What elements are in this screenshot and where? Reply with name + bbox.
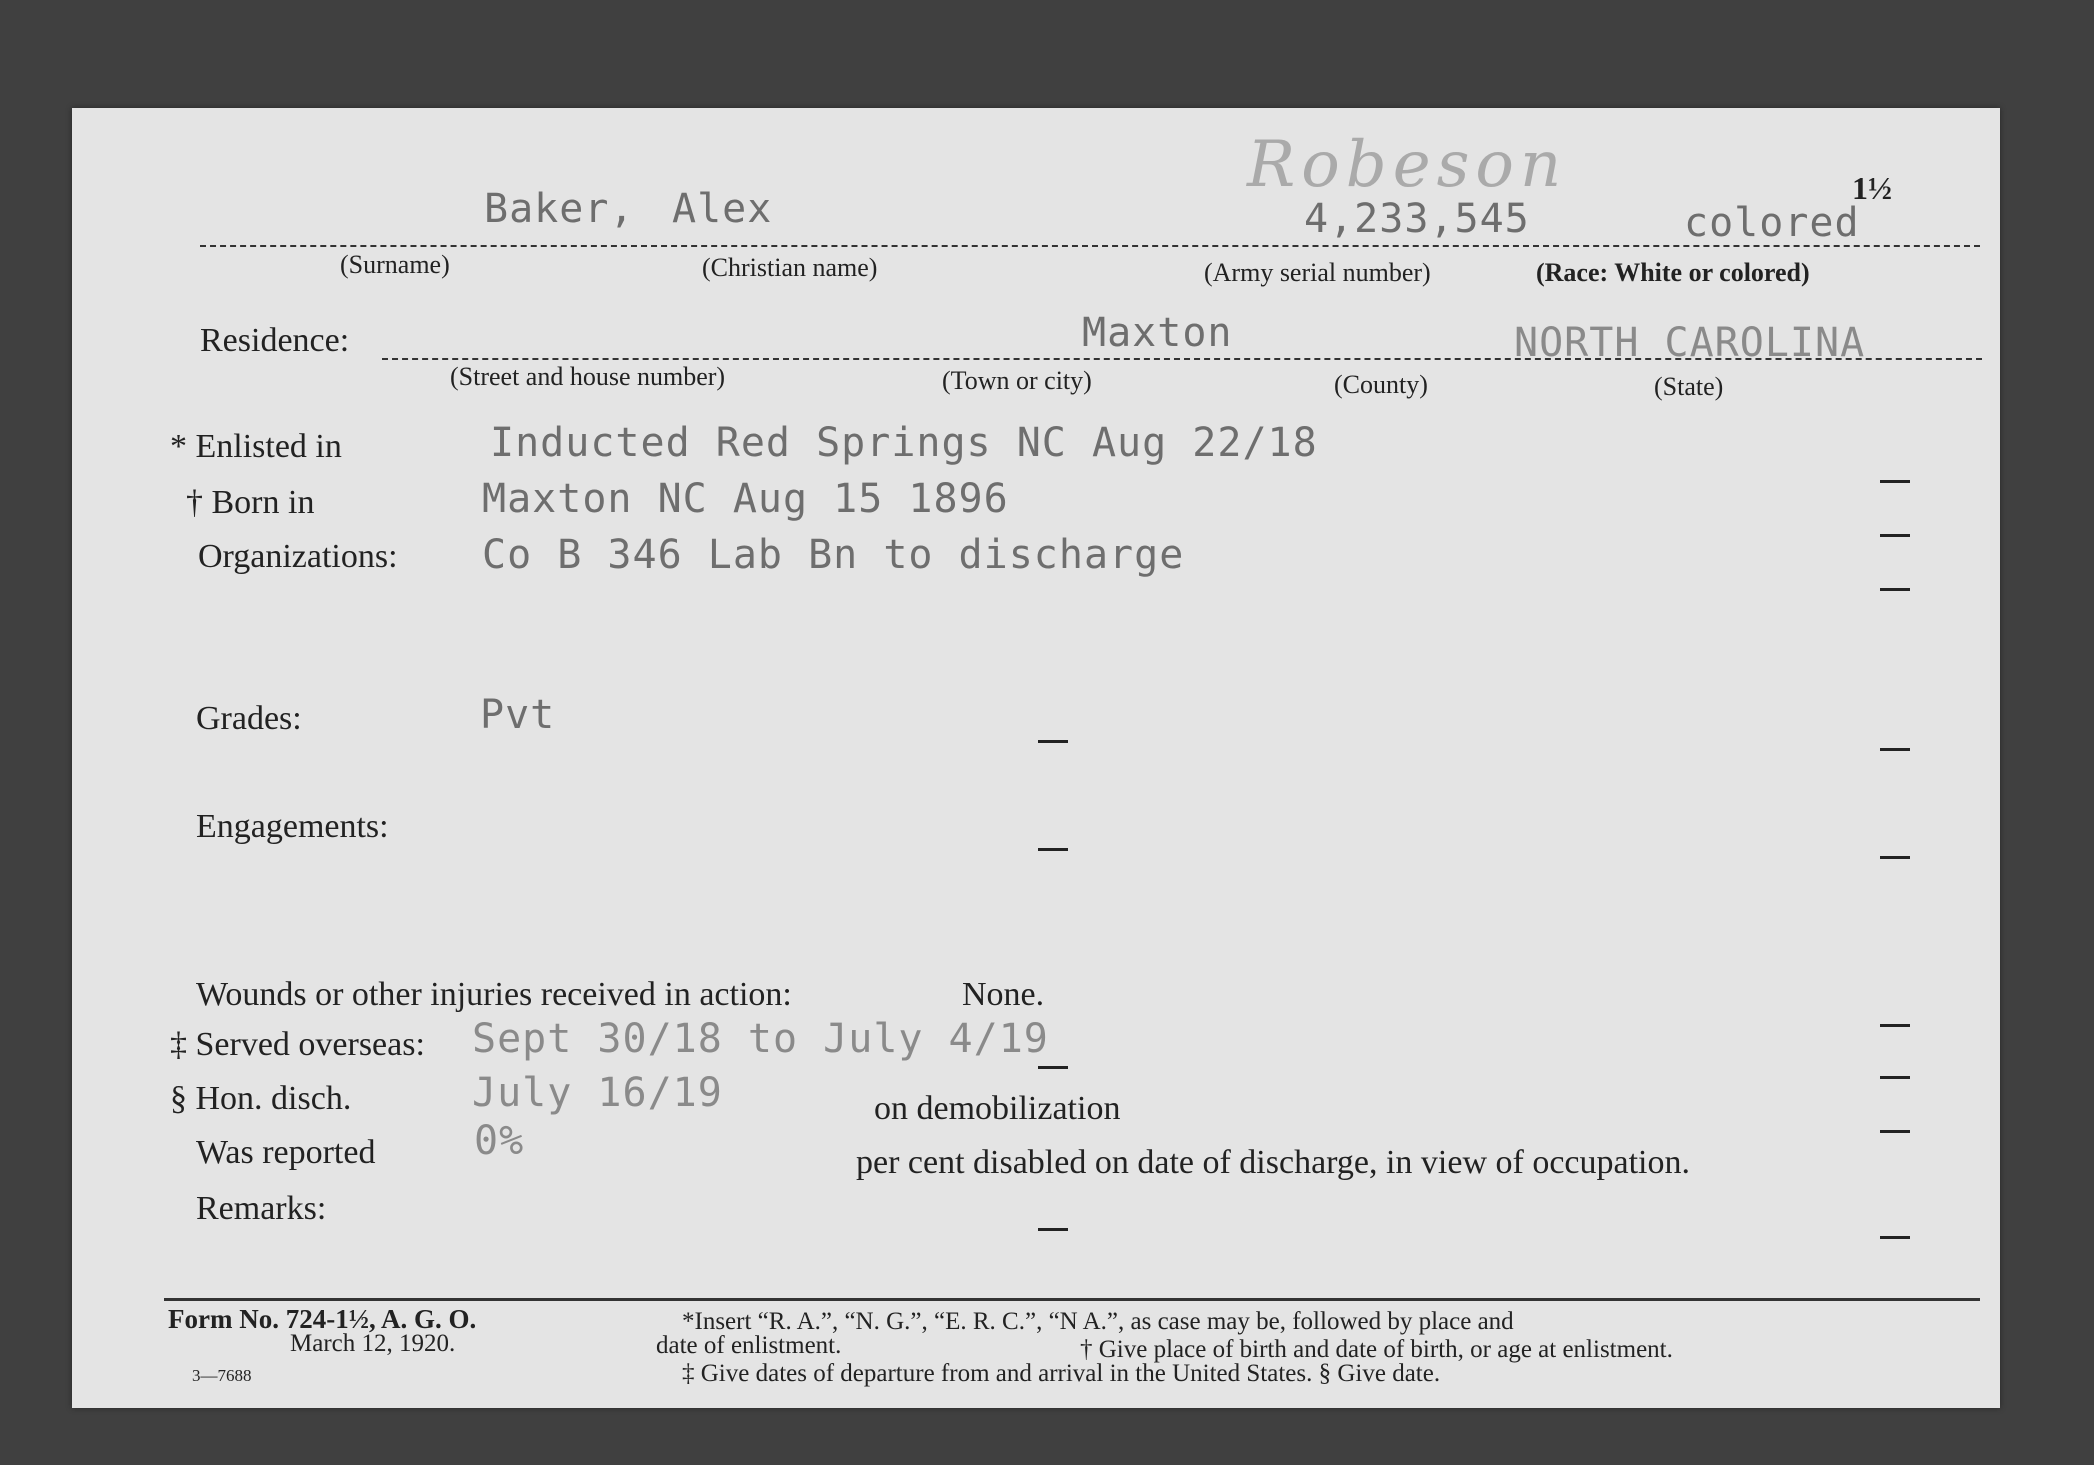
demobilization-text: on demobilization [874, 1090, 1121, 1127]
organizations-value: Co B 346 Lab Bn to discharge [482, 532, 1185, 578]
overseas-tick-mid [1038, 1066, 1068, 1069]
remarks-tick [1880, 1236, 1910, 1239]
enlisted-tick [1880, 480, 1910, 483]
engagements-tick [1880, 856, 1910, 859]
serial-value: 4,233,545 [1304, 196, 1530, 242]
enlisted-label: * Enlisted in [170, 428, 342, 465]
organizations-tick [1880, 588, 1910, 591]
enlisted-value: Inducted Red Springs NC Aug 22/18 [490, 420, 1318, 466]
print-code: 3—7688 [192, 1366, 252, 1385]
serial-caption: (Army serial number) [1204, 258, 1431, 287]
grades-tick-mid [1038, 740, 1068, 743]
footnote-overseas: ‡ Give dates of departure from and arrival in the United States. § Give date. [682, 1360, 1441, 1387]
name-line [200, 245, 1980, 247]
residence-line [382, 358, 1982, 360]
footer-rule [164, 1298, 1980, 1301]
race-caption: (Race: White or colored) [1536, 258, 1810, 287]
born-label: † Born in [186, 484, 315, 521]
grades-value: Pvt [480, 692, 556, 738]
service-record-card [72, 108, 2000, 1408]
engagements-tick-mid [1038, 848, 1068, 851]
footnote-birth: † Give place of birth and date of birth, or age at enlistment. [1080, 1336, 1673, 1363]
remarks-tick-mid [1038, 1228, 1068, 1231]
born-value: Maxton NC Aug 15 1896 [482, 476, 1009, 522]
christian-name-caption: (Christian name) [702, 253, 878, 282]
overseas-tick [1880, 1024, 1910, 1027]
form-number: Form No. 724-1½, A. G. O. [168, 1304, 477, 1334]
hon-disch-label: § Hon. disch. [170, 1080, 352, 1117]
residence-town-value: Maxton [1082, 310, 1233, 356]
footnote-insert: *Insert “R. A.”, “N. G.”, “E. R. C.”, “N A.”, as case may be, followed by place and [682, 1308, 1514, 1335]
christian-name-value: Alex [672, 186, 773, 232]
wounds-value: None. [962, 976, 1045, 1013]
engagements-label: Engagements: [196, 808, 389, 845]
reported-label: Was reported [196, 1134, 376, 1171]
street-caption: (Street and house number) [450, 362, 726, 391]
organizations-label: Organizations: [198, 538, 398, 575]
surname-caption: (Surname) [340, 250, 450, 279]
overseas-value: Sept 30/18 to July 4/19 [472, 1016, 1049, 1062]
town-caption: (Town or city) [942, 366, 1092, 395]
grades-tick [1880, 748, 1910, 751]
wounds-label: Wounds or other injuries received in action: [196, 976, 792, 1013]
remarks-label: Remarks: [196, 1190, 327, 1227]
county-caption: (County) [1334, 370, 1428, 399]
surname-value: Baker, [484, 186, 635, 232]
footnote-enlistment: date of enlistment. [656, 1332, 842, 1359]
born-tick [1880, 534, 1910, 537]
race-value: colored [1684, 200, 1860, 246]
disabled-text: per cent disabled on date of discharge, in view of occupation. [856, 1144, 1690, 1181]
reported-tick [1880, 1130, 1910, 1133]
reported-value: 0% [474, 1118, 525, 1164]
overseas-label: ‡ Served overseas: [170, 1026, 425, 1063]
state-caption: (State) [1654, 372, 1724, 401]
card-number: 1½ [1852, 170, 1892, 206]
residence-label: Residence: [200, 322, 350, 359]
grades-label: Grades: [196, 700, 302, 737]
hon-disch-value: July 16/19 [472, 1070, 723, 1116]
form-date: March 12, 1920. [290, 1330, 456, 1357]
handwritten-county: Robeson [1247, 128, 1568, 202]
hon-disch-tick [1880, 1076, 1910, 1079]
residence-state-value: NORTH CAROLINA [1514, 320, 1866, 366]
